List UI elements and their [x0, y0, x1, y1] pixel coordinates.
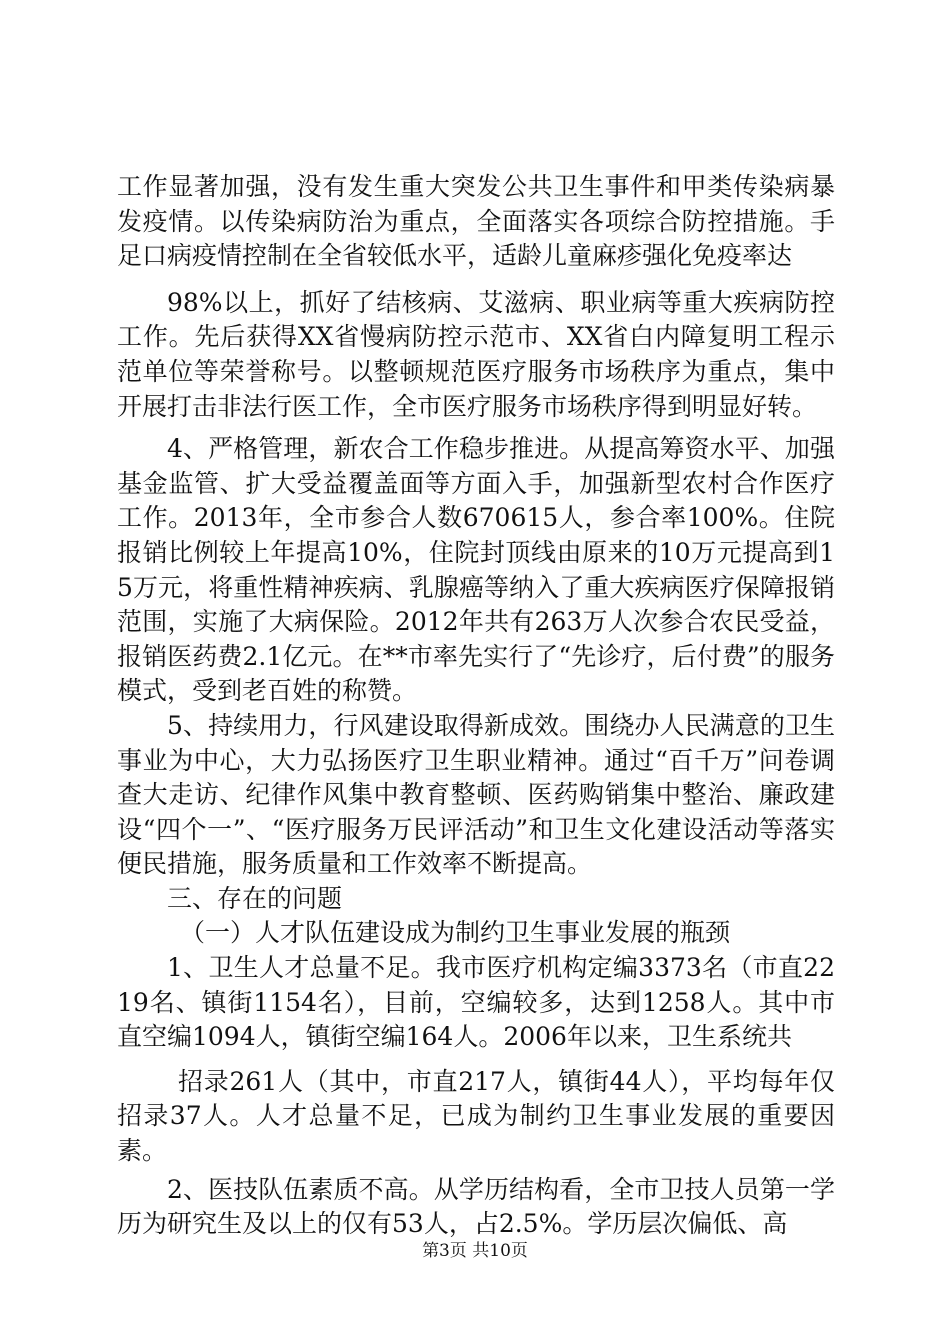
page-number-footer: 第3页 共10页: [422, 1241, 528, 1261]
document-body: [117, 170, 835, 1242]
subsection-heading-talent-team: （一）人才队伍建设成为制约卫生事业发展的瓶颈: [180, 918, 731, 948]
paragraph-talent-shortage: 1、卫生人才总量不足。我市医疗机构定编3373名（市直2219名、镇街1154名），目前，空编较多，达到1258人。其中市直空编1094人，镇街空编164人。2006年以来，卫生系统共: [117, 953, 835, 1052]
paragraph-rural-cooperative-medical: 4、严格管理，新农合工作稳步推进。从提高筹资水平、加强基金监管、扩大受益覆盖面等方面入手，加强新型农村合作医疗工作。2013年，全市参合人数670615人，参合率100%。住院报销比例较上年提高10%，住院封顶线由原来的10万元提高到15万元，将重性精神疾病、乳腺癌等纳入了重大疾病医疗保障报销范围，实施了大病保险。2012年共有263万人次参合农民受益，报销医药费2.1亿元。在**市率先实行了“先诊疗，后付费”的服务模式，受到老百姓的称赞。: [117, 434, 835, 706]
paragraph-disease-control-continued: 98%以上，抓好了结核病、艾滋病、职业病等重大疾病防控工作。先后获得XX省慢病防控示范市、XX省白内障复明工程示范单位等荣誉称号。以整顿规范医疗服务市场秩序为重点，集中开展打击非法行医工作，全市医疗服务市场秩序得到明显好转。: [117, 287, 835, 421]
paragraph-staff-quality: 2、医技队伍素质不高。从学历结构看，全市卫技人员第一学历为研究生及以上的仅有53人，占2.5%。学历层次偏低、高: [117, 1174, 835, 1239]
paragraph-conduct-building: 5、持续用力，行风建设取得新成效。围绕办人民满意的卫生事业为中心，大力弘扬医疗卫生职业精神。通过“百千万”问卷调查大走访、纪律作风集中教育整顿、医药购销集中整治、廉政建设“四个一”、“医疗服务万民评活动”和卫生文化建设活动等落实便民措施，服务质量和工作效率不断提高。: [117, 710, 835, 879]
section-heading-problems: 三、存在的问题: [167, 883, 343, 913]
paragraph-talent-shortage-continued: 招录261人（其中，市直217人，镇街44人），平均每年仅招录37人。人才总量不足，已成为制约卫生事业发展的重要因素。: [117, 1066, 835, 1166]
paragraph-disease-control: 工作显著加强，没有发生重大突发公共卫生事件和甲类传染病暴发疫情。以传染病防治为重点，全面落实各项综合防控措施。手足口病疫情控制在全省较低水平，适龄儿童麻疹强化免疫率达: [117, 172, 835, 271]
